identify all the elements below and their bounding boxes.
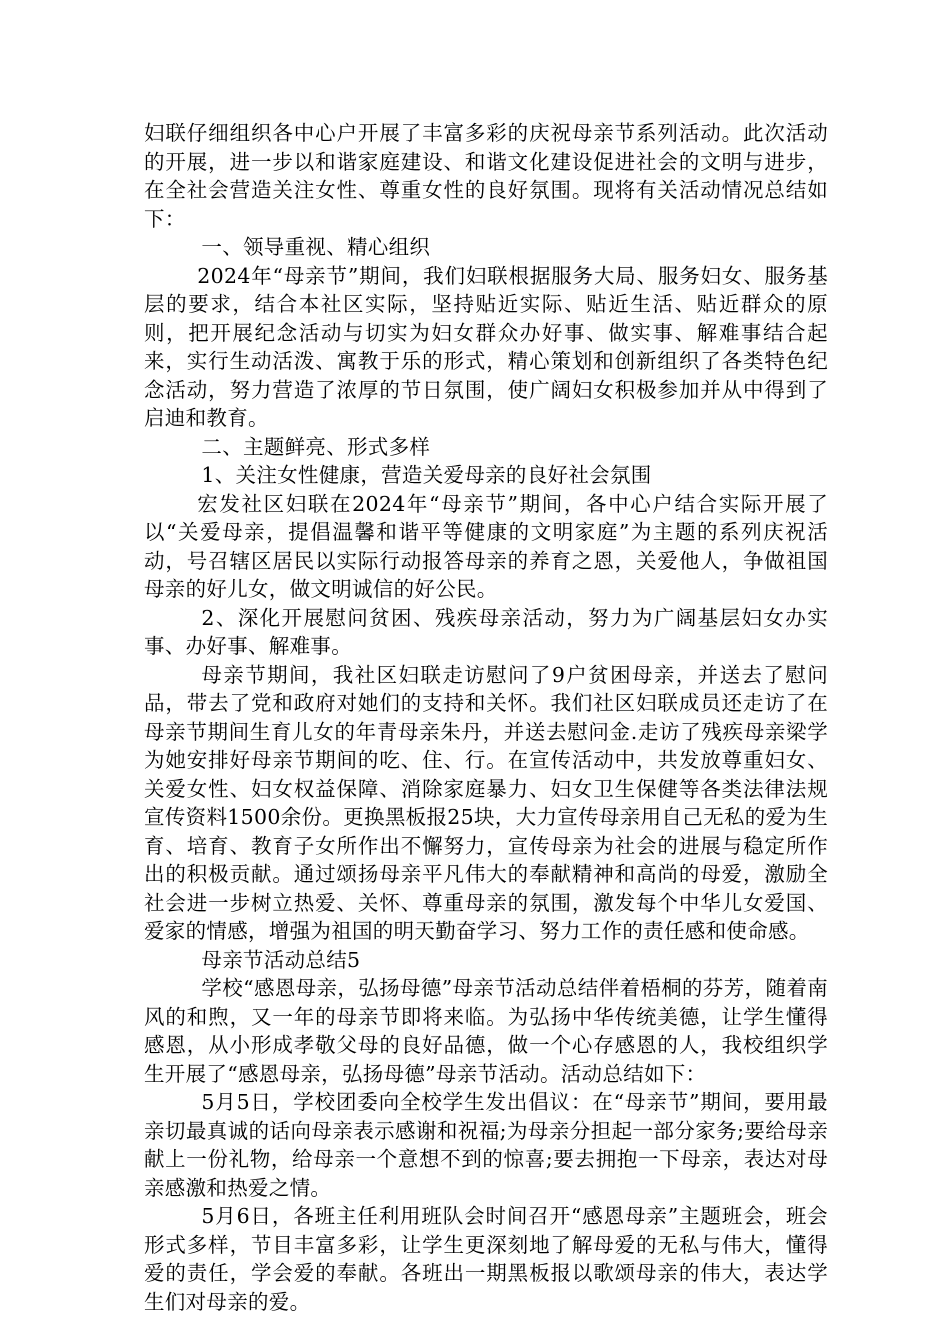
paragraph-intro: 妇联仔细组织各中心户开展了丰富多彩的庆祝母亲节系列活动。此次活动的开展，进一步以和谐家庭建设、和谐文化建设促进社会的文明与进步，在全社会营造关注女性、尊重女性的良好氛围。现将有关活动情况总结如下： — [144, 121, 828, 231]
paragraph-hongfa-community: 宏发社区妇联在2024年“母亲节”期间，各中心户结合实际开展了以“关爱母亲，提倡温馨和谐平等健康的文明家庭”为主题的系列庆祝活动，号召辖区居民以实际行动报答母亲的养育之恩，关爱他人，争做祖国母亲的好儿女，做文明诚信的好公民。 — [144, 491, 828, 601]
paragraph-leadership: 2024年“母亲节”期间，我们妇联根据服务大局、服务妇女、服务基层的要求，结合本社区实际，坚持贴近实际、贴近生活、贴近群众的原则，把开展纪念活动与切实为妇女群众办好事、做实事、解难事结合起来，实行生动活泼、寓教于乐的形式，精心策划和创新组织了各类特色纪念活动，努力营造了浓厚的节日氛围，使广阔妇女积极参加并从中得到了启迪和教育。 — [144, 263, 828, 430]
paragraph-may-5: 5月5日，学校团委向全校学生发出倡议：在“母亲节”期间，要用最亲切最真诚的话向母亲表示感谢和祝福;为母亲分担起一部分家务;要给母亲献上一份礼物，给母亲一个意想不到的惊喜;要去拥抱一下母亲，表达对母亲感激和热爱之情。 — [144, 1090, 828, 1200]
paragraph-school-activity: 学校“感恩母亲，弘扬母德”母亲节活动总结伴着梧桐的芬芳，随着南风的和煦，又一年的母亲节即将来临。为弘扬中华传统美德，让学生懂得感恩，从小形成孝敬父母的良好品德，做一个心存感恩的人，我校组织学生开展了“感恩母亲，弘扬母德”母亲节活动。活动总结如下： — [144, 976, 828, 1086]
section-title-summary-5: 母亲节活动总结5 — [201, 947, 361, 972]
subheading-womens-health: 1、关注女性健康，营造关爱母亲的良好社会氛围 — [201, 463, 652, 487]
paragraph-may-6: 5月6日，各班主任利用班队会时间召开“感恩母亲”主题班会，班会形式多样，节目丰富多彩，让学生更深刻地了解母爱的无私与伟大，懂得爱的责任，学会爱的奉献。各班出一期黑板报以歌颂母亲的伟大，表达学生们对母亲的爱。 — [144, 1204, 828, 1314]
subheading-visiting-mothers: 2、深化开展慰问贫困、残疾母亲活动，努力为广阔基层妇女办实事、办好事、解难事。 — [144, 605, 828, 658]
section-heading-theme: 二、主题鲜亮、形式多样 — [201, 434, 431, 459]
paragraph-visiting-details: 母亲节期间，我社区妇联走访慰问了9户贫困母亲，并送去了慰问品，带去了党和政府对她们的支持和关怀。我们社区妇联成员还走访了在母亲节期间生育儿女的年青母亲朱丹，并送去慰问金.走访了残疾母亲梁学为她安排好母亲节期间的吃、住、行。在宣传活动中，共发放尊重妇女、关爱女性、妇女权益保障、消除家庭暴力、妇女卫生保健等各类法律法规宣传资料1500余份。更换黑板报25块，大力宣传母亲用自己无私的爱为生育、培育、教育子女所作出不懈努力，宣传母亲为社会的进展与稳定所作出的积极贡献。通过颂扬母亲平凡伟大的奉献精神和高尚的母爱，激励全社会进一步树立热爱、关怀、尊重母亲的氛围，激发每个中华儿女爱国、爱家的情感，增强为祖国的明天勤奋学习、努力工作的责任感和使命感。 — [144, 662, 828, 943]
section-heading-leadership: 一、领导重视、精心组织 — [201, 235, 431, 259]
document-page — [144, 119, 828, 1316]
